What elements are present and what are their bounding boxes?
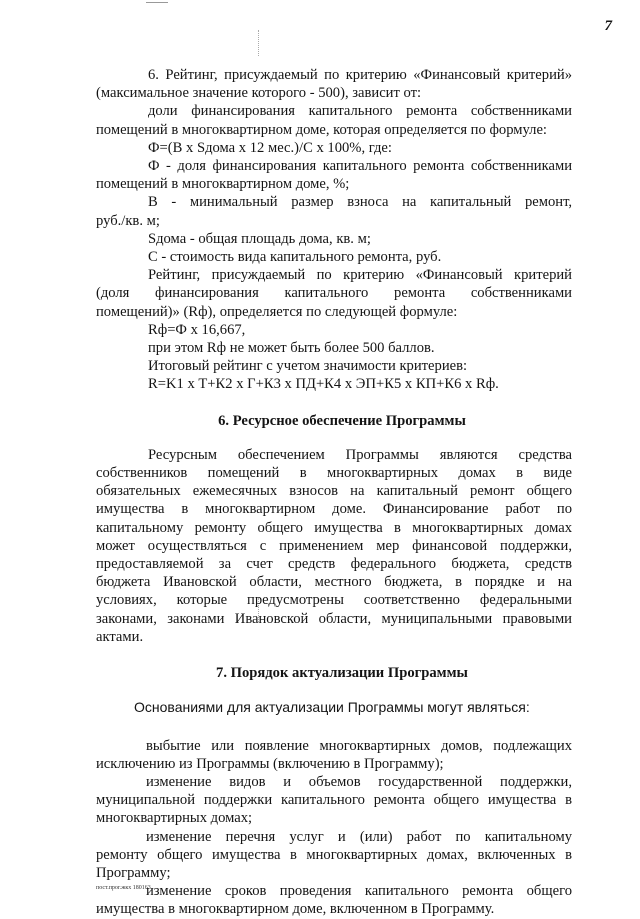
- formula-rf: Rф=Ф х 16,667,: [148, 321, 246, 338]
- scan-mark: [146, 2, 168, 3]
- update-intro: Основаниями для актуализации Программы могут являться:: [134, 699, 530, 716]
- update-line-4: муниципальной поддержки капитального ремонта общего имущества в: [96, 792, 572, 809]
- rating-line-9: руб./кв. м;: [96, 212, 160, 229]
- update-line-7: ремонту общего имущества в многоквартирных домах, включенных в: [96, 846, 572, 863]
- update-line-10: имущества в многоквартирном доме, включенном в Программу.: [96, 901, 495, 918]
- rating-line-10: Sдома - общая площадь дома, кв. м;: [148, 230, 371, 247]
- update-line-6: изменение перечня услуг и (или) работ по капитальному: [146, 828, 572, 845]
- resource-line-4: имущества в многоквартирном доме. Финансирование работ по: [96, 501, 572, 518]
- rating-line-3: доли финансирования капитального ремонта собственниками: [148, 103, 572, 120]
- resource-line-9: условиях, которые предусмотрены соответственно федеральными: [96, 592, 572, 609]
- formula-total-rating: R=K1 х Т+К2 х Г+К3 х ПД+К4 х ЭП+К5 х КП+К6 х Rф.: [148, 376, 499, 393]
- document-body: [96, 66, 572, 919]
- resource-line-6: может осуществляться с применением мер финансовой поддержки,: [96, 537, 572, 554]
- update-line-8: Программу;: [96, 864, 171, 881]
- resource-line-3: обязательных ежемесячных взносов на капитальный ремонт общего: [96, 483, 572, 500]
- update-line-9: изменение сроков проведения капитального ремонта общего: [146, 883, 572, 900]
- rating-line-12: Рейтинг, присуждаемый по критерию «Финансовый критерий: [148, 267, 572, 284]
- resource-line-10: законами, законами Ивановской области, муниципальными правовыми: [96, 610, 572, 627]
- rating-line-6: Ф - доля финансирования капитального ремонта собственниками: [148, 158, 572, 175]
- resource-line-11: актами.: [96, 628, 144, 645]
- rating-line-17: Итоговый рейтинг с учетом значимости критериев:: [148, 358, 468, 375]
- rating-line-4: помещений в многоквартирном доме, которая определяется по формуле:: [96, 121, 547, 138]
- resource-line-2: собственников помещений в многоквартирных домах в виде: [96, 465, 572, 482]
- section-title-update: 7. Порядок актуализации Программы: [216, 665, 468, 682]
- rating-line-2: (максимальное значение которого - 500), зависит от:: [96, 85, 422, 102]
- update-line-5: многоквартирных домах;: [96, 810, 253, 827]
- section-title-resources: 6. Ресурсное обеспечение Программы: [218, 412, 466, 429]
- footer-document-code: пост.прог.жкх 180163: [96, 885, 151, 891]
- rating-line-14: помещений)» (Rф), определяется по следующей формуле:: [96, 303, 458, 320]
- scan-fold-mark-top: [258, 30, 260, 56]
- update-line-3: изменение видов и объемов государственной поддержки,: [146, 773, 572, 790]
- rating-line-11: С - стоимость вида капитального ремонта, руб.: [148, 249, 442, 266]
- rating-line-7: помещений в многоквартирном доме, %;: [96, 176, 350, 193]
- rating-line-13: (доля финансирования капитального ремонта собственниками: [96, 285, 572, 302]
- update-line-1: выбытие или появление многоквартирных домов, подлежащих: [146, 737, 572, 754]
- resource-line-8: бюджета Ивановской области, местного бюджета, в порядке и на: [96, 574, 572, 591]
- rating-line-16: при этом Rф не может быть более 500 баллов.: [148, 340, 435, 357]
- resource-line-5: капитальному ремонту общего имущества в многоквартирных домах: [96, 519, 572, 536]
- page-number: 7: [604, 18, 612, 34]
- formula-share: Ф=(В х Sдома х 12 мес.)/С х 100%, где:: [148, 139, 392, 156]
- update-line-2: исключению из Программы (включению в Программу);: [96, 755, 444, 772]
- resource-line-1: Ресурсным обеспечением Программы являются средства: [148, 446, 572, 463]
- rating-line-1: 6. Рейтинг, присуждаемый по критерию «Финансовый критерий»: [148, 67, 572, 83]
- rating-line-8: В - минимальный размер взноса на капитальный ремонт,: [148, 194, 572, 211]
- resource-line-7: предоставляемой за счет средств федерального бюджета, средств: [96, 556, 572, 573]
